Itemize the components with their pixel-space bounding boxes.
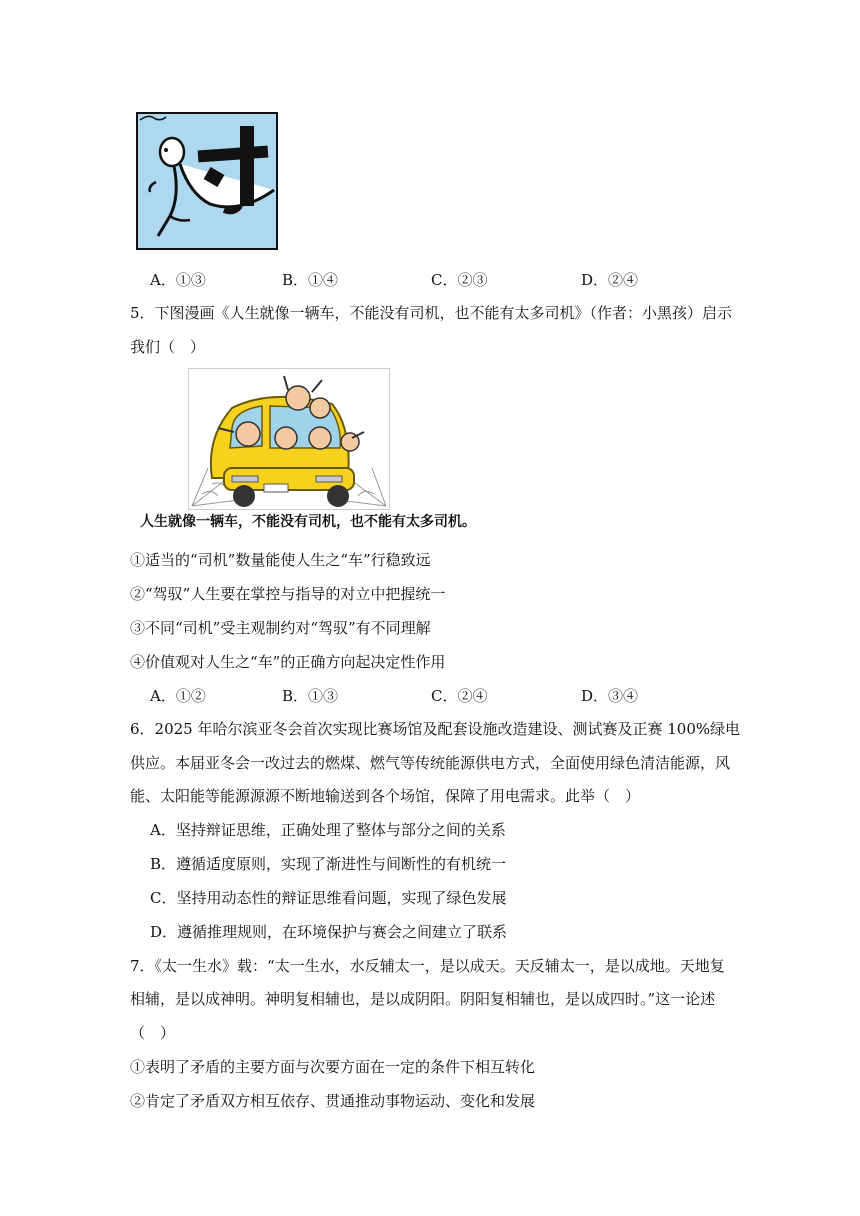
q7-stem-line2: 相辅，是以成神明。神明复相辅也，是以成阴阳。阴阳复相辅也，是以成四时。”这一论述 (130, 990, 716, 1008)
q4-choice-d[interactable]: D．②④ (581, 271, 639, 289)
q5-stem-line2: 我们（ ） (130, 338, 206, 356)
q4-choice-b[interactable]: B．①④ (282, 271, 339, 289)
q6-stem-line2: 供应。本届亚冬会一改过去的燃煤、燃气等传统能源供电方式，全面使用绿色清洁能源，风 (130, 754, 731, 772)
q7-stem-line1: 7．《太一生水》载：“太一生水，水反辅太一，是以成天。天反辅太一，是以成地。天地复 (130, 957, 725, 975)
q6-stem-line3: 能、太阳能等能源源源不断地输送到各个场馆，保障了用电需求。此举（ ） (130, 787, 641, 805)
comic-guo-illustration (136, 112, 278, 250)
q5-statement-3: ③不同“司机”受主观制约对“驾驭”有不同理解 (130, 619, 431, 637)
q4-choice-c[interactable]: C．②③ (431, 271, 488, 289)
q7-stem-line3: （ ） (130, 1024, 176, 1042)
car-drivers-comic (188, 368, 390, 510)
q7-statement-1: ①表明了矛盾的主要方面与次要方面在一定的条件下相互转化 (130, 1058, 536, 1076)
q4-choice-a[interactable]: A．①③ (150, 271, 206, 289)
q6-option-b[interactable]: B．遵循适度原则，实现了渐进性与间断性的有机统一 (150, 855, 507, 873)
q6-option-c[interactable]: C．坚持用动态性的辩证思维看问题，实现了绿色发展 (150, 889, 507, 907)
q5-choice-d[interactable]: D．③④ (581, 687, 639, 705)
q7-statement-2: ②肯定了矛盾双方相互依存、贯通推动事物运动、变化和发展 (130, 1092, 536, 1110)
q5-statement-2: ②“驾驭”人生要在掌控与指导的对立中把握统一 (130, 585, 446, 603)
q5-statement-4: ④价值观对人生之“车”的正确方向起决定性作用 (130, 653, 446, 671)
q5-choice-a[interactable]: A．①② (150, 687, 206, 705)
q5-statement-1: ①适当的“司机”数量能使人生之“车”行稳致远 (130, 551, 431, 569)
q6-option-d[interactable]: D．遵循推理规则，在环境保护与赛会之间建立了联系 (150, 923, 508, 941)
comic-caption: 人生就像一辆车，不能没有司机，也不能有太多司机。 (140, 514, 476, 530)
q6-option-a[interactable]: A．坚持辩证思维，正确处理了整体与部分之间的关系 (150, 821, 506, 839)
q6-stem-line1: 6．2025 年哈尔滨亚冬会首次实现比赛场馆及配套设施改造建设、测试赛及正赛 100%绿电 (130, 720, 741, 738)
q5-stem-line1: 5．下图漫画《人生就像一辆车，不能没有司机，也不能有太多司机》（作者：小黑孩）启示 (130, 304, 733, 322)
q5-choice-c[interactable]: C．②④ (431, 687, 488, 705)
q5-choice-b[interactable]: B．①③ (282, 687, 339, 705)
